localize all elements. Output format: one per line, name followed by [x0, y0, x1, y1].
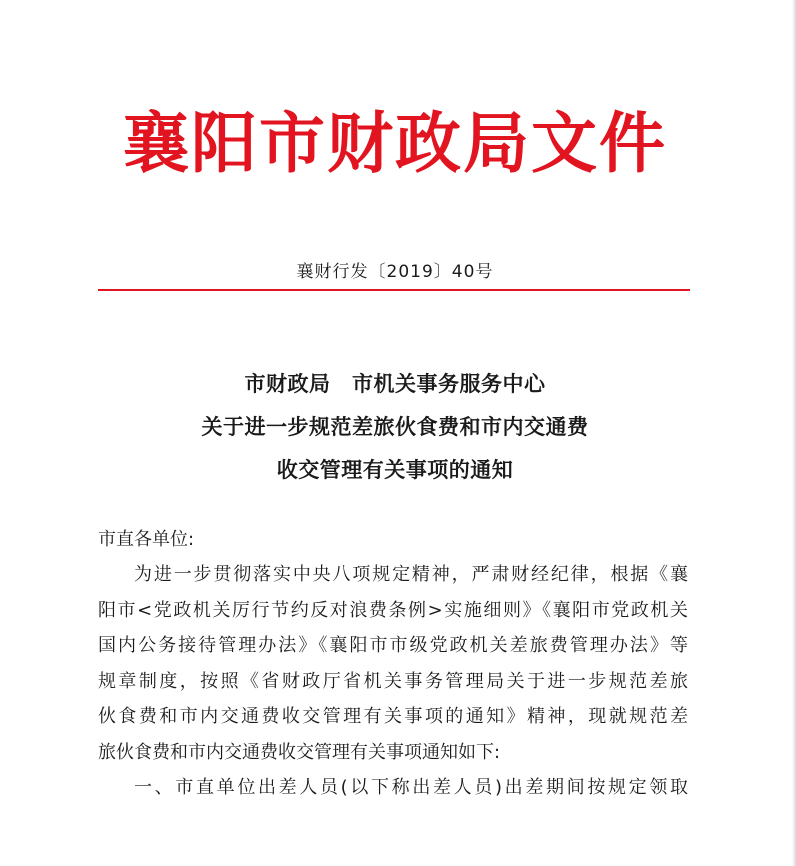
red-separator-line: [98, 289, 690, 291]
body-line: 阳市<党政机关厉行节约反对浪费条例>实施细则》《襄阳市党政机关: [98, 599, 688, 621]
body-line: 规章制度，按照《省财政厅省机关事务管理局关于进一步规范差旅: [98, 670, 688, 692]
document-number: 襄财行发〔2019〕40号: [296, 262, 494, 282]
body-line: 伙食费和市内交通费收交管理有关事项的通知》精神，现就规范差: [98, 706, 688, 727]
body-text: [98, 557, 688, 806]
title-line-notice: 收交管理有关事项的通知: [276, 457, 514, 482]
title-line-issuers: 市财政局 市机关事务服务中心: [244, 371, 546, 396]
masthead-title: 襄阳市财政局文件: [123, 104, 667, 182]
body-line: 旅伙食费和市内交通费收交管理有关事项通知如下:: [98, 741, 501, 763]
body-line: 一、市直单位出差人员(以下称出差人员)出差期间按规定领取: [134, 777, 688, 798]
body-line: 为进一步贯彻落实中央八项规定精神，严肃财经纪律，根据《襄: [134, 564, 688, 585]
page-edge-shadow: [792, 0, 796, 866]
body-line: 国内公务接待管理办法》《襄阳市市级党政机关差旅费管理办法》等: [98, 635, 688, 656]
notice-title: [95, 362, 695, 491]
title-line-subject: 关于进一步规范差旅伙食费和市内交通费: [201, 414, 589, 439]
salutation: 市直各单位:: [98, 529, 195, 550]
